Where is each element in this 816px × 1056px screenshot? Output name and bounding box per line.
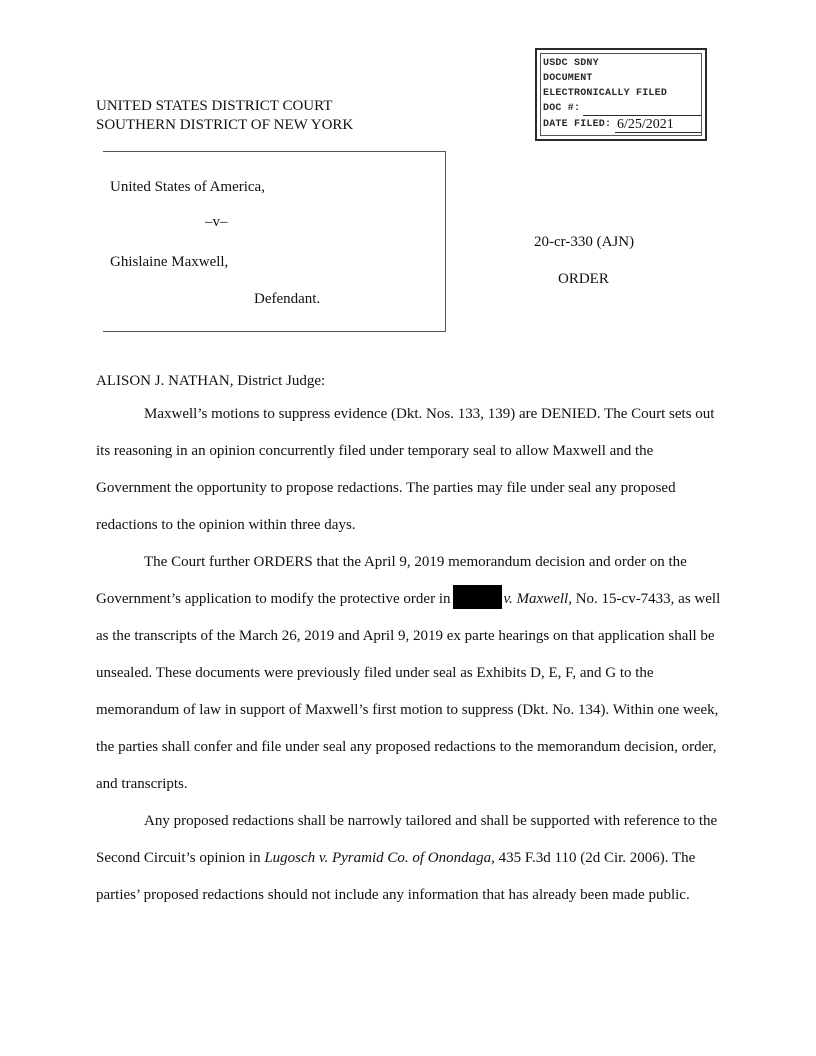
paragraph-3-part-a: Any proposed redactions shall be narrowly tailored and shall be supported with reference to the Second Circuit’s opinion in [96,813,718,866]
paragraph-2-part-a: The Court further ORDERS that the April 9, 2019 memorandum decision and order on the Government’s application to modify the protective order in [96,554,687,607]
filing-stamp [535,48,707,141]
paragraph-3-part-b: , 435 F.3d 110 (2d Cir. 2006). The parties’ proposed redactions should not include any information that has already been made public. [96,850,696,903]
caption-defendant-label: Defendant. [254,291,321,307]
stamp-date-filed-label: DATE FILED: [543,119,612,130]
paragraph-1: Maxwell’s motions to suppress evidence (Dkt. Nos. 133, 139) are DENIED. The Court sets out its reasoning in an opinion concurrently filed under temporary seal to allow Maxwell and the Government the opportunity to propose redactions. The parties may file under seal any proposed redactions to the opinion within three days. [96,406,715,533]
stamp-electronic-line: ELECTRONICALLY FILED [543,88,668,99]
court-name-line2: SOUTHERN DISTRICT OF NEW YORK [96,117,354,133]
paragraph-3-case-name: Lugosch v. Pyramid Co. of Onondaga [264,850,492,866]
document-type: ORDER [558,271,609,287]
paragraph-3 [96,803,724,914]
caption-plaintiff: United States of America, [110,179,265,195]
order-body [96,396,724,914]
caption-bottom-rule [103,331,446,332]
caption-top-rule [103,151,446,152]
case-number: 20-cr-330 (AJN) [534,234,635,250]
paragraph-2 [96,544,724,803]
stamp-document-line: DOCUMENT [543,73,593,84]
paragraph-2-part-b: , No. 15-cv-7433, as well as the transcripts of the March 26, 2019 and April 9, 2019 ex parte hearings on that application shall be unsealed. These documents were previously filed under seal as Exhibits D, E, F, and G to the memorandum of law in support of Maxwell’s first motion to suppress (Dkt. No. 134). Within one week, the parties shall confer and file under seal any proposed redactions to the memorandum decision, order, and transcripts. [96,591,721,792]
redaction-box [453,585,502,609]
caption-right-rule [445,151,446,332]
court-name-line1: UNITED STATES DISTRICT COURT [96,98,333,114]
stamp-date-filed-value: 6/25/2021 [617,117,674,132]
stamp-doc-number-rule [583,115,701,116]
caption-defendant-name: Ghislaine Maxwell, [110,254,229,270]
judge-line: ALISON J. NATHAN, District Judge: [96,373,326,389]
stamp-court-line: USDC SDNY [543,58,599,69]
paragraph-2-case-name: v. Maxwell [503,591,569,607]
stamp-doc-number-label: DOC #: [543,103,581,114]
caption-versus: –v– [205,214,228,230]
